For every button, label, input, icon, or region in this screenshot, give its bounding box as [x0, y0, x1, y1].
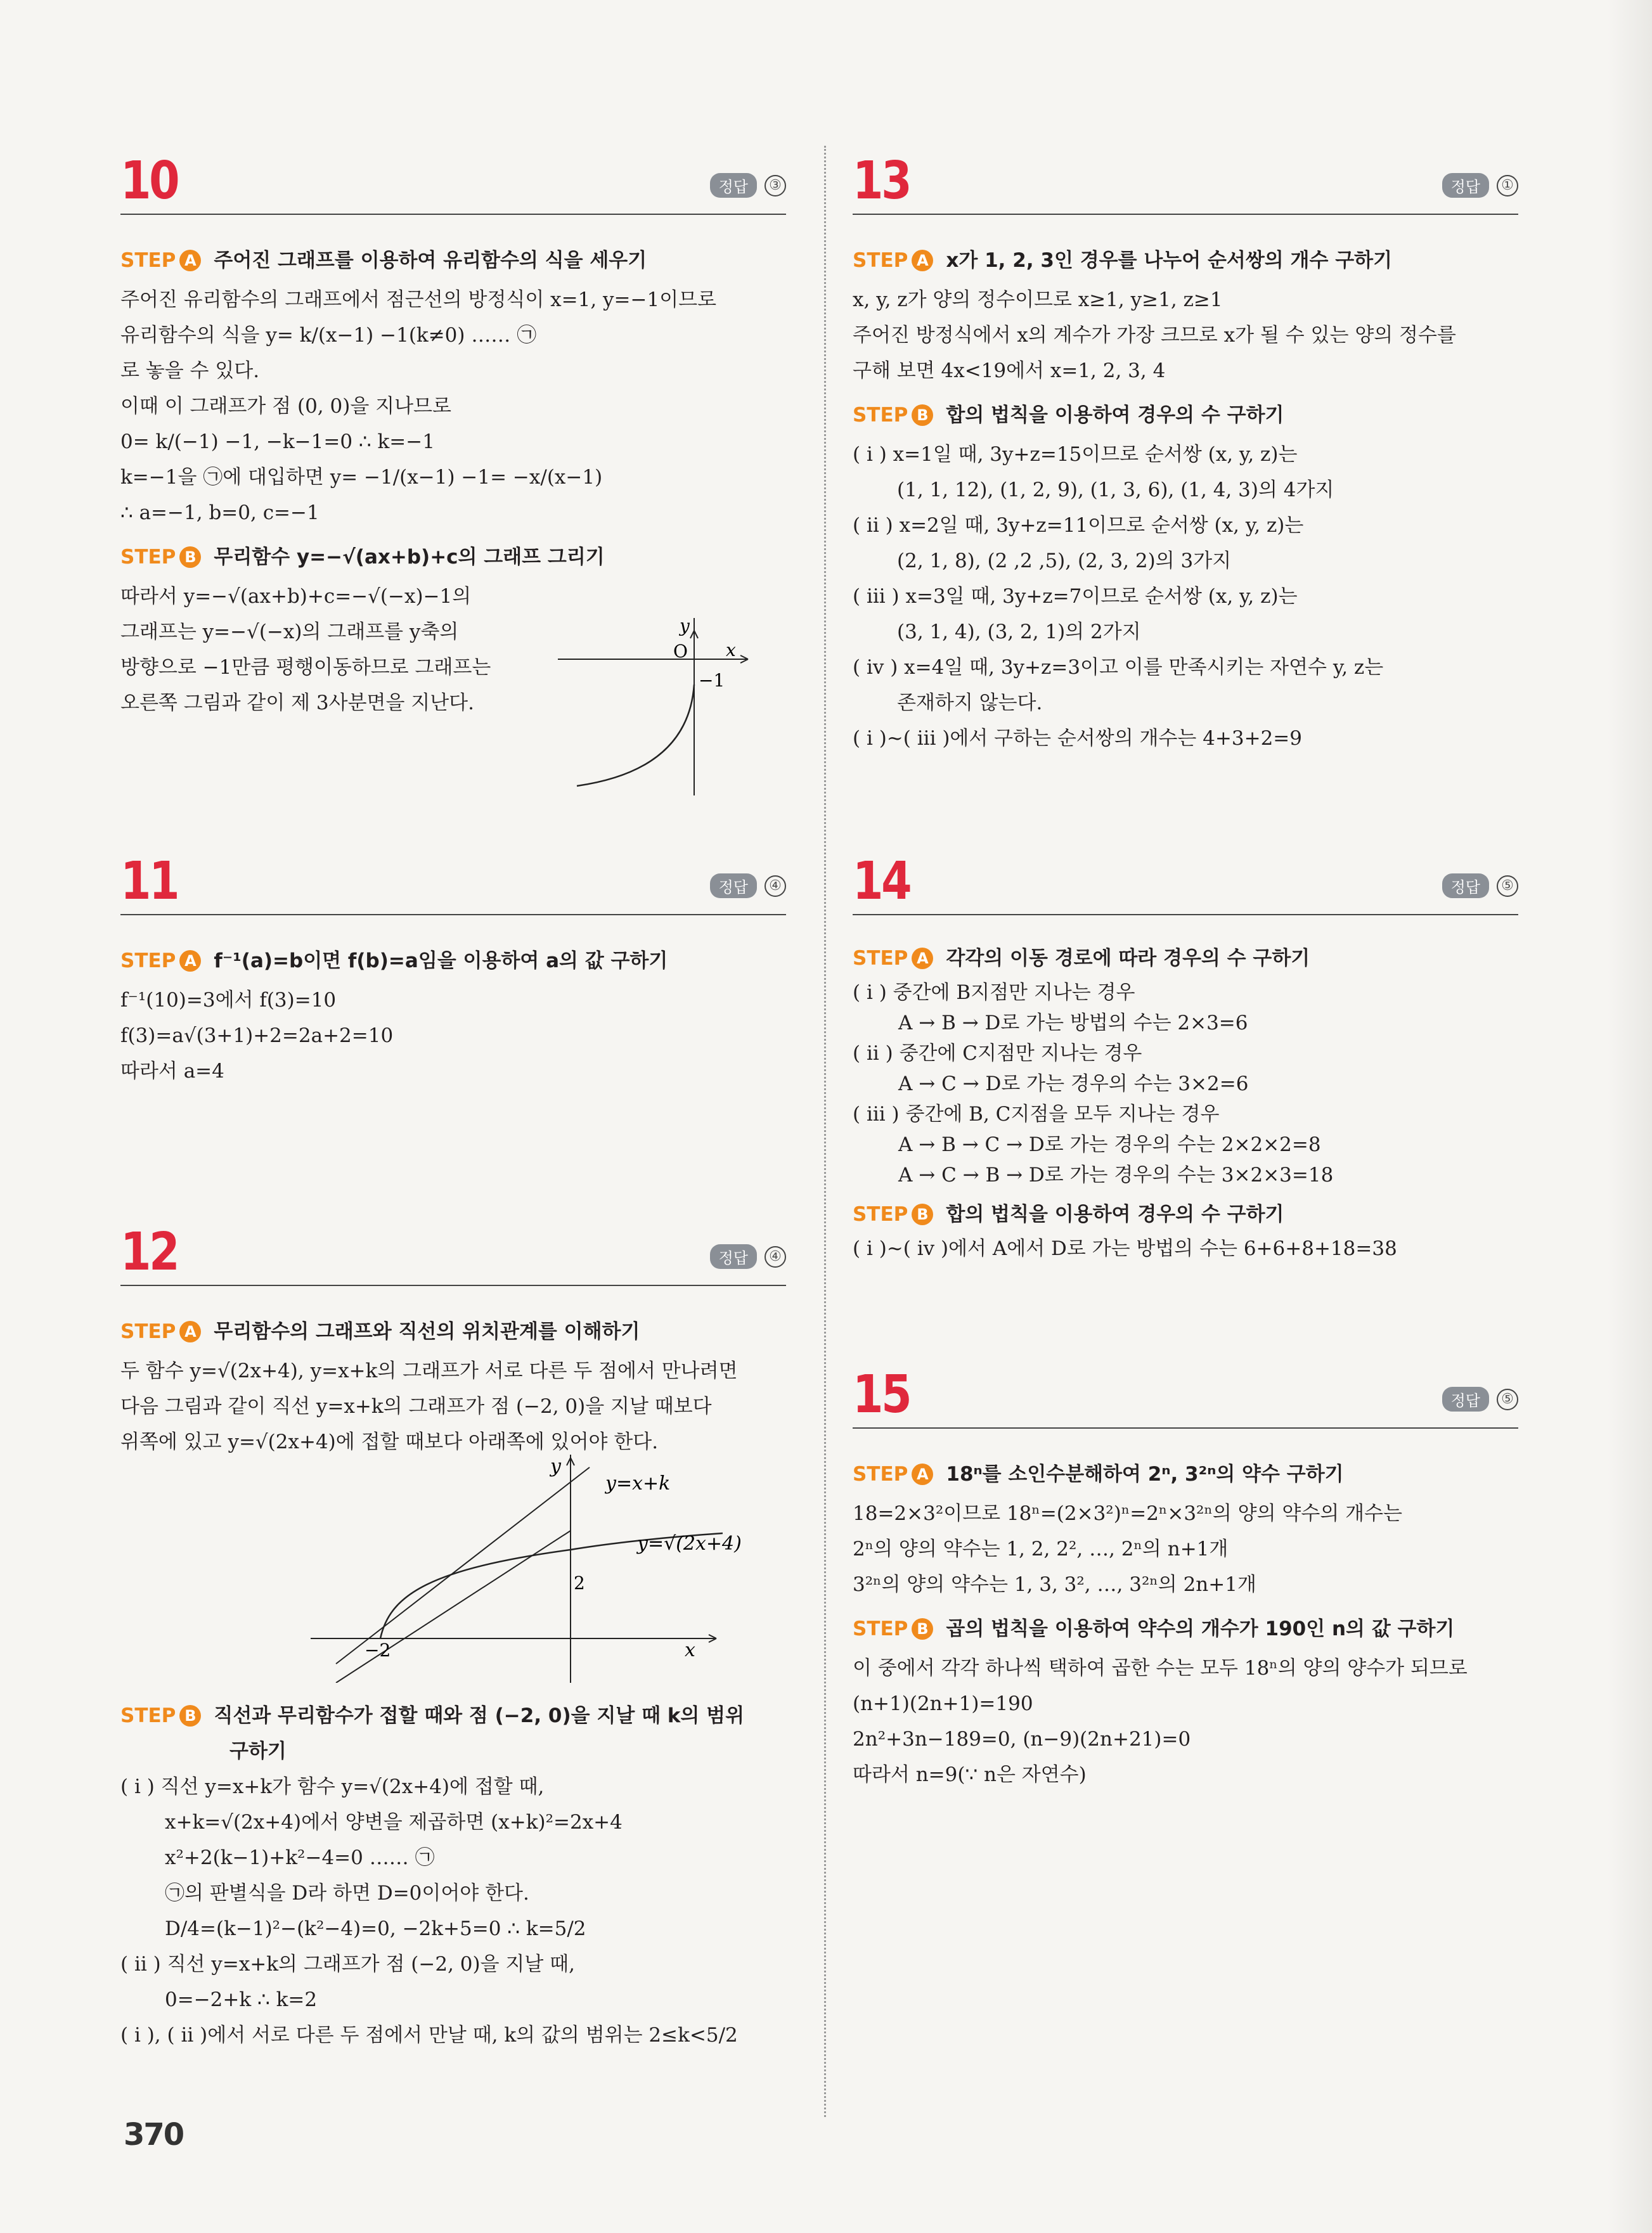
answer-label: 정답	[710, 1244, 757, 1269]
line-label: y=x+k	[605, 1472, 671, 1495]
page-number: 370	[124, 2117, 184, 2153]
step-b-heading: STEP B 무리함수 y=−√(ax+b)+c의 그래프 그리기	[120, 546, 605, 569]
label-minus-2: −2	[365, 1640, 391, 1661]
step-b-heading: STEP B 직선과 무리함수가 접할 때와 점 (−2, 0)을 지날 때 k의 범위	[120, 1704, 745, 1727]
answer-value: ③	[765, 175, 786, 196]
column-divider	[824, 146, 826, 2117]
problem-number: 11	[120, 851, 178, 911]
problem-10	[120, 151, 786, 789]
answer-value: ⑤	[1497, 875, 1518, 897]
header-rule	[853, 914, 1518, 915]
step-a-heading: STEP A 각각의 이동 경로에 따라 경우의 수 구하기	[853, 947, 1310, 970]
solution-line: A → C → D로 가는 경우의 수는 3×2=6	[898, 1072, 1249, 1095]
solution-line: ( iv ) x=4일 때, 3y+z=3이고 이를 만족시키는 자연수 y, z는	[853, 656, 1384, 679]
header-rule	[853, 1427, 1518, 1429]
answer-value: ⑤	[1497, 1389, 1518, 1410]
solution-line: 주어진 방정식에서 x의 계수가 가장 크므로 x가 될 수 있는 양의 정수를	[853, 324, 1456, 347]
solution-line: (2, 1, 8), (2 ,2 ,5), (2, 3, 2)의 3가지	[897, 550, 1232, 572]
solution-line: ( i )~( iii )에서 구하는 순서쌍의 개수는 4+3+2=9	[853, 727, 1303, 750]
solution-line: 2ⁿ의 양의 약수는 1, 2, 2², …, 2ⁿ의 n+1개	[853, 1538, 1229, 1561]
solution-line: ㉠의 판별식을 D라 하면 D=0이어야 한다.	[165, 1882, 529, 1905]
answer-badge	[710, 1244, 786, 1269]
solution-line: f(3)=a√(3+1)+2=2a+2=10	[120, 1024, 394, 1047]
page-edge	[1608, 0, 1652, 2233]
label-2: 2	[574, 1573, 585, 1593]
problem-11	[120, 851, 786, 1109]
solution-line: (n+1)(2n+1)=190	[853, 1692, 1033, 1715]
answer-label: 정답	[710, 873, 757, 898]
solution-line: D/4=(k−1)²−(k²−4)=0, −2k+5=0 ∴ k=5/2	[165, 1917, 586, 1940]
problem-number: 10	[120, 151, 178, 211]
curve-label: y=√(2x+4)	[637, 1533, 742, 1555]
solution-line: ( i ) x=1일 때, 3y+z=15이므로 순서쌍 (x, y, z)는	[853, 443, 1298, 466]
solution-line: 존재하지 않는다.	[897, 692, 1043, 714]
solution-line: (3, 1, 4), (3, 2, 1)의 2가지	[897, 621, 1141, 643]
solution-line: ( i ), ( ii )에서 서로 다른 두 점에서 만날 때, k의 값의 범위는 2≤k<5/2	[120, 2024, 738, 2047]
problem-13	[853, 151, 1518, 789]
header-rule	[853, 214, 1518, 215]
solution-line: 2n²+3n−189=0, (n−9)(2n+21)=0	[853, 1728, 1191, 1751]
problem-15	[853, 1365, 1518, 1851]
problem-14	[853, 851, 1518, 1312]
problem-number: 15	[853, 1365, 910, 1425]
header-rule	[120, 1285, 786, 1286]
solution-line: 3²ⁿ의 양의 약수는 1, 3, 3², …, 3²ⁿ의 2n+1개	[853, 1573, 1256, 1596]
solution-line: 이때 이 그래프가 점 (0, 0)을 지나므로	[120, 395, 451, 418]
solution-line: 따라서 y=−√(ax+b)+c=−√(−x)−1의	[120, 585, 472, 608]
problem-12	[120, 1222, 786, 2063]
solution-line: 구해 보면 4x<19에서 x=1, 2, 3, 4	[853, 359, 1166, 382]
solution-line: 따라서 a=4	[120, 1060, 224, 1083]
solution-line: ( i ) 직선 y=x+k가 함수 y=√(2x+4)에 접할 때,	[120, 1775, 545, 1798]
solution-line: ( ii ) x=2일 때, 3y+z=11이므로 순서쌍 (x, y, z)는	[853, 514, 1304, 537]
solution-line: A → B → D로 가는 방법의 수는 2×3=6	[898, 1012, 1248, 1034]
step-a-heading: STEP A x가 1, 2, 3인 경우를 나누어 순서쌍의 개수 구하기	[853, 249, 1393, 272]
axis-label-y: y	[550, 1455, 561, 1477]
answer-badge	[710, 173, 786, 198]
answer-value: ④	[765, 1246, 786, 1268]
answer-badge	[1442, 873, 1518, 898]
solution-line: ∴ a=−1, b=0, c=−1	[120, 501, 319, 524]
answer-badge	[1442, 1387, 1518, 1412]
solution-line: 오른쪽 그림과 같이 제 3사분면을 지난다.	[120, 692, 474, 714]
solution-line: f⁻¹(10)=3에서 f(3)=10	[120, 989, 337, 1012]
solution-line: 로 놓을 수 있다.	[120, 359, 260, 382]
solution-line: 0=−2+k ∴ k=2	[165, 1988, 318, 2011]
solution-line: (1, 1, 12), (1, 2, 9), (1, 3, 6), (1, 4, 3)의 4가지	[897, 479, 1334, 501]
solution-line: 0= k/(−1) −1, −k−1=0 ∴ k=−1	[120, 430, 435, 453]
answer-label: 정답	[710, 173, 757, 198]
step-b-heading-cont: 구하기	[229, 1740, 287, 1763]
step-b-heading: STEP B 합의 법칙을 이용하여 경우의 수 구하기	[853, 404, 1284, 427]
answer-badge	[710, 873, 786, 898]
solution-line: ( i )~( iv )에서 A에서 D로 가는 방법의 수는 6+6+8+18=38	[853, 1237, 1397, 1260]
answer-badge	[1442, 173, 1518, 198]
solution-line: x²+2(k−1)+k²−4=0 …… ㉠	[165, 1846, 435, 1869]
solution-line: 이 중에서 각각 하나씩 택하여 곱한 수는 모두 18ⁿ의 양의 양수가 되므로	[853, 1657, 1468, 1680]
solution-line: ( iii ) 중간에 B, C지점을 모두 지나는 경우	[853, 1103, 1220, 1126]
solution-line: x, y, z가 양의 정수이므로 x≥1, y≥1, z≥1	[853, 288, 1223, 311]
axis-label-x: x	[685, 1639, 695, 1661]
solution-line: 따라서 n=9(∵ n은 자연수)	[853, 1763, 1087, 1786]
solution-line: k=−1을 ㉠에 대입하면 y= −1/(x−1) −1= −x/(x−1)	[120, 466, 603, 489]
solution-line: A → B → C → D로 가는 경우의 수는 2×2×2=8	[898, 1133, 1321, 1156]
origin-label: O	[673, 641, 688, 662]
step-b-heading: STEP B 합의 법칙을 이용하여 경우의 수 구하기	[853, 1203, 1284, 1226]
solution-line: ( ii ) 직선 y=x+k의 그래프가 점 (−2, 0)을 지날 때,	[120, 1953, 575, 1976]
answer-value: ①	[1497, 175, 1518, 196]
graph-figure	[558, 618, 761, 795]
problem-number: 13	[853, 151, 910, 211]
solution-line: 유리함수의 식을 y= k/(x−1) −1(k≠0) …… ㉠	[120, 324, 537, 347]
step-a-heading: STEP A 주어진 그래프를 이용하여 유리함수의 식을 세우기	[120, 249, 647, 272]
solution-line: ( i ) 중간에 B지점만 지나는 경우	[853, 981, 1135, 1004]
answer-label: 정답	[1442, 173, 1489, 198]
problem-number: 12	[120, 1222, 178, 1282]
solution-line: 방향으로 −1만큼 평행이동하므로 그래프는	[120, 656, 491, 679]
solution-line: ( iii ) x=3일 때, 3y+z=7이므로 순서쌍 (x, y, z)는	[853, 585, 1298, 608]
header-rule	[120, 914, 786, 915]
solution-line: 두 함수 y=√(2x+4), y=x+k의 그래프가 서로 다른 두 점에서 만나려면	[120, 1360, 738, 1382]
step-a-heading: STEP A 18ⁿ를 소인수분해하여 2ⁿ, 3²ⁿ의 약수 구하기	[853, 1463, 1344, 1486]
solution-line: 주어진 유리함수의 그래프에서 점근선의 방정식이 x=1, y=−1이므로	[120, 288, 717, 311]
answer-label: 정답	[1442, 873, 1489, 898]
header-rule	[120, 214, 786, 215]
solution-line: x+k=√(2x+4)에서 양변을 제곱하면 (x+k)²=2x+4	[165, 1811, 623, 1834]
step-b-heading: STEP B 곱의 법칙을 이용하여 약수의 개수가 190인 n의 값 구하기	[853, 1618, 1455, 1640]
solution-line: A → C → B → D로 가는 경우의 수는 3×2×3=18	[898, 1164, 1334, 1187]
solution-line: 18=2×3²이므로 18ⁿ=(2×3²)ⁿ=2ⁿ×3²ⁿ의 양의 약수의 개수는	[853, 1502, 1402, 1525]
graph-figure	[311, 1455, 742, 1683]
axis-label-x: x	[726, 640, 736, 660]
solution-line: 그래프는 y=−√(−x)의 그래프를 y축의	[120, 621, 459, 643]
solution-line: 다음 그림과 같이 직선 y=x+k의 그래프가 점 (−2, 0)을 지날 때보다	[120, 1395, 712, 1418]
answer-value: ④	[765, 875, 786, 897]
label-minus-1: −1	[699, 670, 725, 691]
answer-label: 정답	[1442, 1387, 1489, 1412]
problem-number: 14	[853, 851, 910, 911]
solution-line: 위쪽에 있고 y=√(2x+4)에 접할 때보다 아래쪽에 있어야 한다.	[120, 1431, 659, 1453]
step-a-heading: STEP A 무리함수의 그래프와 직선의 위치관계를 이해하기	[120, 1320, 640, 1343]
step-a-heading: STEP A f⁻¹(a)=b이면 f(b)=a임을 이용하여 a의 값 구하기	[120, 949, 668, 972]
axis-label-y: y	[680, 618, 690, 636]
solution-line: ( ii ) 중간에 C지점만 지나는 경우	[853, 1042, 1142, 1065]
